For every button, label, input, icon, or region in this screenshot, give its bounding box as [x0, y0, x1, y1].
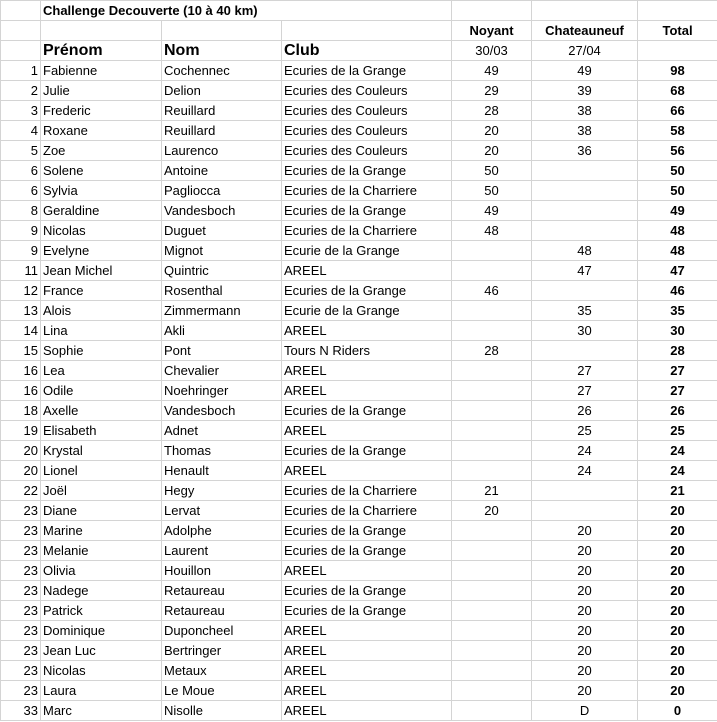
- nom-cell[interactable]: Houillon: [162, 561, 282, 581]
- club-cell[interactable]: Ecurie de la Grange: [282, 241, 452, 261]
- table-row: [1, 61, 717, 81]
- title-row: [1, 1, 717, 21]
- table-row: [1, 361, 717, 381]
- prenom-cell[interactable]: Nadege: [41, 581, 162, 601]
- club-cell[interactable]: Ecuries de la Grange: [282, 281, 452, 301]
- rank-cell[interactable]: 5: [1, 141, 41, 161]
- total-score-cell[interactable]: 20: [638, 541, 717, 561]
- prenom-cell[interactable]: Joël: [41, 481, 162, 501]
- table-row: [1, 441, 717, 461]
- noyant-score-cell[interactable]: 21: [452, 481, 532, 501]
- prenom-cell[interactable]: Axelle: [41, 401, 162, 421]
- rank-cell[interactable]: 4: [1, 121, 41, 141]
- total-score-cell[interactable]: 30: [638, 321, 717, 341]
- chateauneuf-score-cell[interactable]: 38: [532, 121, 638, 141]
- club-cell[interactable]: Ecuries de la Grange: [282, 601, 452, 621]
- nom-cell[interactable]: Pagliocca: [162, 181, 282, 201]
- club-cell[interactable]: Ecuries des Couleurs: [282, 141, 452, 161]
- total-score-cell[interactable]: 20: [638, 601, 717, 621]
- chateauneuf-score-cell[interactable]: [532, 181, 638, 201]
- rank-cell[interactable]: 18: [1, 401, 41, 421]
- nom-cell[interactable]: Adolphe: [162, 521, 282, 541]
- header-chateauneuf[interactable]: Chateauneuf: [532, 21, 638, 41]
- nom-cell[interactable]: Reuillard: [162, 121, 282, 141]
- rank-cell[interactable]: 20: [1, 461, 41, 481]
- total-score-cell[interactable]: 24: [638, 441, 717, 461]
- club-cell[interactable]: Ecuries de la Grange: [282, 61, 452, 81]
- total-score-cell[interactable]: 48: [638, 241, 717, 261]
- noyant-score-cell[interactable]: [452, 461, 532, 481]
- prenom-cell[interactable]: Odile: [41, 381, 162, 401]
- noyant-score-cell[interactable]: 20: [452, 121, 532, 141]
- nom-cell[interactable]: Nisolle: [162, 701, 282, 721]
- rank-cell[interactable]: 2: [1, 81, 41, 101]
- rank-cell[interactable]: 12: [1, 281, 41, 301]
- noyant-score-cell[interactable]: [452, 421, 532, 441]
- cell[interactable]: [1, 1, 41, 21]
- header-club[interactable]: Club: [282, 41, 452, 61]
- noyant-score-cell[interactable]: [452, 301, 532, 321]
- rank-cell[interactable]: 9: [1, 221, 41, 241]
- prenom-cell[interactable]: Diane: [41, 501, 162, 521]
- noyant-score-cell[interactable]: [452, 541, 532, 561]
- rank-cell[interactable]: 33: [1, 701, 41, 721]
- chateauneuf-score-cell[interactable]: 26: [532, 401, 638, 421]
- prenom-cell[interactable]: Nicolas: [41, 221, 162, 241]
- club-cell[interactable]: AREEL: [282, 701, 452, 721]
- table-row: [1, 481, 717, 501]
- total-score-cell[interactable]: 56: [638, 141, 717, 161]
- chateauneuf-score-cell[interactable]: D: [532, 701, 638, 721]
- total-score-cell[interactable]: 21: [638, 481, 717, 501]
- rank-cell[interactable]: 16: [1, 381, 41, 401]
- prenom-cell[interactable]: Laura: [41, 681, 162, 701]
- total-score-cell[interactable]: 20: [638, 521, 717, 541]
- prenom-cell[interactable]: Marc: [41, 701, 162, 721]
- chateauneuf-score-cell[interactable]: 20: [532, 621, 638, 641]
- chateauneuf-score-cell[interactable]: 27: [532, 381, 638, 401]
- noyant-score-cell[interactable]: [452, 661, 532, 681]
- club-cell[interactable]: Ecuries de la Charriere: [282, 481, 452, 501]
- header-prenom[interactable]: Prénom: [41, 41, 162, 61]
- nom-cell[interactable]: Henault: [162, 461, 282, 481]
- chateauneuf-score-cell[interactable]: 20: [532, 681, 638, 701]
- nom-cell[interactable]: Laurent: [162, 541, 282, 561]
- club-cell[interactable]: AREEL: [282, 641, 452, 661]
- total-score-cell[interactable]: 20: [638, 641, 717, 661]
- noyant-score-cell[interactable]: [452, 261, 532, 281]
- prenom-cell[interactable]: Frederic: [41, 101, 162, 121]
- rank-cell[interactable]: 23: [1, 661, 41, 681]
- total-score-cell[interactable]: 98: [638, 61, 717, 81]
- noyant-score-cell[interactable]: [452, 601, 532, 621]
- rank-cell[interactable]: 19: [1, 421, 41, 441]
- prenom-cell[interactable]: Solene: [41, 161, 162, 181]
- nom-cell[interactable]: Reuillard: [162, 101, 282, 121]
- prenom-cell[interactable]: Olivia: [41, 561, 162, 581]
- total-score-cell[interactable]: 58: [638, 121, 717, 141]
- club-cell[interactable]: AREEL: [282, 261, 452, 281]
- total-score-cell[interactable]: 66: [638, 101, 717, 121]
- sheet-title[interactable]: Challenge Decouverte (10 à 40 km): [41, 1, 452, 21]
- rank-cell[interactable]: 3: [1, 101, 41, 121]
- prenom-cell[interactable]: Melanie: [41, 541, 162, 561]
- nom-cell[interactable]: Pont: [162, 341, 282, 361]
- table-row: [1, 221, 717, 241]
- header-nom[interactable]: Nom: [162, 41, 282, 61]
- table-row: [1, 261, 717, 281]
- prenom-cell[interactable]: Dominique: [41, 621, 162, 641]
- noyant-score-cell[interactable]: [452, 641, 532, 661]
- club-cell[interactable]: AREEL: [282, 421, 452, 441]
- table-row: [1, 141, 717, 161]
- prenom-cell[interactable]: Krystal: [41, 441, 162, 461]
- club-cell[interactable]: AREEL: [282, 381, 452, 401]
- chateauneuf-score-cell[interactable]: [532, 481, 638, 501]
- total-score-cell[interactable]: 50: [638, 181, 717, 201]
- club-cell[interactable]: Ecuries des Couleurs: [282, 101, 452, 121]
- rank-cell[interactable]: 1: [1, 61, 41, 81]
- club-cell[interactable]: Tours N Riders: [282, 341, 452, 361]
- table-row: [1, 701, 717, 721]
- prenom-cell[interactable]: France: [41, 281, 162, 301]
- rank-cell[interactable]: 13: [1, 301, 41, 321]
- nom-cell[interactable]: Cochennec: [162, 61, 282, 81]
- table-row: [1, 661, 717, 681]
- rank-cell[interactable]: 8: [1, 201, 41, 221]
- total-score-cell[interactable]: 20: [638, 681, 717, 701]
- club-cell[interactable]: Ecuries de la Grange: [282, 161, 452, 181]
- noyant-score-cell[interactable]: [452, 401, 532, 421]
- chateauneuf-score-cell[interactable]: [532, 161, 638, 181]
- noyant-score-cell[interactable]: [452, 701, 532, 721]
- prenom-cell[interactable]: Jean Michel: [41, 261, 162, 281]
- chateauneuf-score-cell[interactable]: 20: [532, 601, 638, 621]
- table-row: [1, 181, 717, 201]
- prenom-cell[interactable]: Julie: [41, 81, 162, 101]
- prenom-cell[interactable]: Elisabeth: [41, 421, 162, 441]
- club-cell[interactable]: Ecuries des Couleurs: [282, 81, 452, 101]
- nom-cell[interactable]: Retaureau: [162, 601, 282, 621]
- table-row: [1, 581, 717, 601]
- rank-cell[interactable]: 23: [1, 681, 41, 701]
- nom-cell[interactable]: Adnet: [162, 421, 282, 441]
- chateauneuf-score-cell[interactable]: [532, 281, 638, 301]
- noyant-score-cell[interactable]: 20: [452, 141, 532, 161]
- rank-cell[interactable]: 9: [1, 241, 41, 261]
- noyant-score-cell[interactable]: [452, 561, 532, 581]
- club-cell[interactable]: AREEL: [282, 461, 452, 481]
- table-row: [1, 381, 717, 401]
- nom-cell[interactable]: Noehringer: [162, 381, 282, 401]
- noyant-score-cell[interactable]: [452, 441, 532, 461]
- noyant-score-cell[interactable]: 49: [452, 201, 532, 221]
- header-row-2: [1, 41, 717, 61]
- total-score-cell[interactable]: 48: [638, 221, 717, 241]
- total-score-cell[interactable]: 35: [638, 301, 717, 321]
- chateauneuf-score-cell[interactable]: 20: [532, 521, 638, 541]
- prenom-cell[interactable]: Roxane: [41, 121, 162, 141]
- rank-cell[interactable]: 6: [1, 181, 41, 201]
- total-score-cell[interactable]: 50: [638, 161, 717, 181]
- club-cell[interactable]: AREEL: [282, 661, 452, 681]
- table-row: [1, 241, 717, 261]
- table-row: [1, 561, 717, 581]
- chateauneuf-score-cell[interactable]: 20: [532, 581, 638, 601]
- cell[interactable]: [1, 21, 41, 41]
- club-cell[interactable]: AREEL: [282, 621, 452, 641]
- table-row: [1, 321, 717, 341]
- chateauneuf-score-cell[interactable]: 24: [532, 441, 638, 461]
- noyant-score-cell[interactable]: 48: [452, 221, 532, 241]
- prenom-cell[interactable]: Sylvia: [41, 181, 162, 201]
- chateauneuf-score-cell[interactable]: 48: [532, 241, 638, 261]
- club-cell[interactable]: Ecuries de la Charriere: [282, 221, 452, 241]
- total-score-cell[interactable]: 46: [638, 281, 717, 301]
- prenom-cell[interactable]: Alois: [41, 301, 162, 321]
- club-cell[interactable]: Ecuries de la Grange: [282, 201, 452, 221]
- prenom-cell[interactable]: Lea: [41, 361, 162, 381]
- total-score-cell[interactable]: 20: [638, 621, 717, 641]
- table-row: [1, 401, 717, 421]
- nom-cell[interactable]: Le Moue: [162, 681, 282, 701]
- club-cell[interactable]: Ecuries de la Grange: [282, 401, 452, 421]
- nom-cell[interactable]: Chevalier: [162, 361, 282, 381]
- chateauneuf-score-cell[interactable]: [532, 501, 638, 521]
- club-cell[interactable]: AREEL: [282, 361, 452, 381]
- cell[interactable]: [41, 21, 162, 41]
- total-score-cell[interactable]: 27: [638, 361, 717, 381]
- table-row: [1, 641, 717, 661]
- table-row: [1, 101, 717, 121]
- nom-cell[interactable]: Delion: [162, 81, 282, 101]
- nom-cell[interactable]: Rosenthal: [162, 281, 282, 301]
- nom-cell[interactable]: Bertringer: [162, 641, 282, 661]
- rank-cell[interactable]: 23: [1, 641, 41, 661]
- nom-cell[interactable]: Vandesboch: [162, 201, 282, 221]
- club-cell[interactable]: Ecuries des Couleurs: [282, 121, 452, 141]
- prenom-cell[interactable]: Zoe: [41, 141, 162, 161]
- rank-cell[interactable]: 23: [1, 521, 41, 541]
- rank-cell[interactable]: 23: [1, 501, 41, 521]
- club-cell[interactable]: Ecuries de la Charriere: [282, 501, 452, 521]
- rank-cell[interactable]: 11: [1, 261, 41, 281]
- table-row: [1, 201, 717, 221]
- rank-cell[interactable]: 23: [1, 601, 41, 621]
- chateauneuf-score-cell[interactable]: [532, 201, 638, 221]
- cell[interactable]: [638, 41, 717, 61]
- chateauneuf-score-cell[interactable]: [532, 341, 638, 361]
- nom-cell[interactable]: Retaureau: [162, 581, 282, 601]
- prenom-cell[interactable]: Lionel: [41, 461, 162, 481]
- header-chateauneuf-date[interactable]: 27/04: [532, 41, 638, 61]
- noyant-score-cell[interactable]: 28: [452, 101, 532, 121]
- rank-cell[interactable]: 14: [1, 321, 41, 341]
- noyant-score-cell[interactable]: 46: [452, 281, 532, 301]
- chateauneuf-score-cell[interactable]: 20: [532, 561, 638, 581]
- rank-cell[interactable]: 23: [1, 621, 41, 641]
- chateauneuf-score-cell[interactable]: 38: [532, 101, 638, 121]
- rank-cell[interactable]: 20: [1, 441, 41, 461]
- nom-cell[interactable]: Duguet: [162, 221, 282, 241]
- club-cell[interactable]: AREEL: [282, 561, 452, 581]
- noyant-score-cell[interactable]: [452, 581, 532, 601]
- noyant-score-cell[interactable]: 29: [452, 81, 532, 101]
- total-score-cell[interactable]: 24: [638, 461, 717, 481]
- chateauneuf-score-cell[interactable]: 47: [532, 261, 638, 281]
- prenom-cell[interactable]: Geraldine: [41, 201, 162, 221]
- table-row: [1, 121, 717, 141]
- chateauneuf-score-cell[interactable]: 24: [532, 461, 638, 481]
- club-cell[interactable]: Ecuries de la Grange: [282, 541, 452, 561]
- chateauneuf-score-cell[interactable]: 20: [532, 661, 638, 681]
- table-row: [1, 461, 717, 481]
- prenom-cell[interactable]: Sophie: [41, 341, 162, 361]
- cell[interactable]: [532, 1, 638, 21]
- total-score-cell[interactable]: 20: [638, 661, 717, 681]
- total-score-cell[interactable]: 20: [638, 581, 717, 601]
- chateauneuf-score-cell[interactable]: 25: [532, 421, 638, 441]
- noyant-score-cell[interactable]: 20: [452, 501, 532, 521]
- club-cell[interactable]: Ecuries de la Grange: [282, 441, 452, 461]
- noyant-score-cell[interactable]: 28: [452, 341, 532, 361]
- noyant-score-cell[interactable]: [452, 241, 532, 261]
- table-row: [1, 301, 717, 321]
- total-score-cell[interactable]: 20: [638, 561, 717, 581]
- prenom-cell[interactable]: Marine: [41, 521, 162, 541]
- prenom-cell[interactable]: Evelyne: [41, 241, 162, 261]
- noyant-score-cell[interactable]: [452, 361, 532, 381]
- chateauneuf-score-cell[interactable]: 20: [532, 641, 638, 661]
- noyant-score-cell[interactable]: [452, 521, 532, 541]
- prenom-cell[interactable]: Jean Luc: [41, 641, 162, 661]
- table-row: [1, 541, 717, 561]
- noyant-score-cell[interactable]: [452, 321, 532, 341]
- total-score-cell[interactable]: 0: [638, 701, 717, 721]
- club-cell[interactable]: Ecuries de la Charriere: [282, 181, 452, 201]
- noyant-score-cell[interactable]: [452, 621, 532, 641]
- cell[interactable]: [638, 1, 717, 21]
- total-score-cell[interactable]: 28: [638, 341, 717, 361]
- nom-cell[interactable]: Akli: [162, 321, 282, 341]
- cell[interactable]: [452, 1, 532, 21]
- rank-cell[interactable]: 23: [1, 541, 41, 561]
- nom-cell[interactable]: Antoine: [162, 161, 282, 181]
- nom-cell[interactable]: Thomas: [162, 441, 282, 461]
- rank-cell[interactable]: 16: [1, 361, 41, 381]
- prenom-cell[interactable]: Lina: [41, 321, 162, 341]
- table-row: [1, 161, 717, 181]
- table-row: [1, 281, 717, 301]
- chateauneuf-score-cell[interactable]: 27: [532, 361, 638, 381]
- chateauneuf-score-cell[interactable]: 49: [532, 61, 638, 81]
- rank-cell[interactable]: 22: [1, 481, 41, 501]
- club-cell[interactable]: Ecurie de la Grange: [282, 301, 452, 321]
- nom-cell[interactable]: Vandesboch: [162, 401, 282, 421]
- club-cell[interactable]: AREEL: [282, 681, 452, 701]
- prenom-cell[interactable]: Patrick: [41, 601, 162, 621]
- nom-cell[interactable]: Mignot: [162, 241, 282, 261]
- chateauneuf-score-cell[interactable]: 36: [532, 141, 638, 161]
- header-noyant-date[interactable]: 30/03: [452, 41, 532, 61]
- total-score-cell[interactable]: 27: [638, 381, 717, 401]
- table-row: [1, 421, 717, 441]
- nom-cell[interactable]: Lervat: [162, 501, 282, 521]
- total-score-cell[interactable]: 68: [638, 81, 717, 101]
- header-noyant[interactable]: Noyant: [452, 21, 532, 41]
- rank-cell[interactable]: 23: [1, 561, 41, 581]
- nom-cell[interactable]: Hegy: [162, 481, 282, 501]
- chateauneuf-score-cell[interactable]: 35: [532, 301, 638, 321]
- noyant-score-cell[interactable]: 49: [452, 61, 532, 81]
- chateauneuf-score-cell[interactable]: 30: [532, 321, 638, 341]
- table-row: [1, 601, 717, 621]
- total-score-cell[interactable]: 49: [638, 201, 717, 221]
- prenom-cell[interactable]: Nicolas: [41, 661, 162, 681]
- cell[interactable]: [1, 41, 41, 61]
- header-total[interactable]: Total: [638, 21, 717, 41]
- rank-cell[interactable]: 15: [1, 341, 41, 361]
- header-row-1: [1, 21, 717, 41]
- noyant-score-cell[interactable]: 50: [452, 161, 532, 181]
- table-row: [1, 341, 717, 361]
- nom-cell[interactable]: Quintric: [162, 261, 282, 281]
- chateauneuf-score-cell[interactable]: 20: [532, 541, 638, 561]
- total-score-cell[interactable]: 20: [638, 501, 717, 521]
- total-score-cell[interactable]: 26: [638, 401, 717, 421]
- club-cell[interactable]: Ecuries de la Grange: [282, 581, 452, 601]
- club-cell[interactable]: AREEL: [282, 321, 452, 341]
- table-row: [1, 81, 717, 101]
- noyant-score-cell[interactable]: [452, 381, 532, 401]
- table-row: [1, 501, 717, 521]
- chateauneuf-score-cell[interactable]: 39: [532, 81, 638, 101]
- nom-cell[interactable]: Zimmermann: [162, 301, 282, 321]
- rank-cell[interactable]: 23: [1, 581, 41, 601]
- nom-cell[interactable]: Laurenco: [162, 141, 282, 161]
- nom-cell[interactable]: Duponcheel: [162, 621, 282, 641]
- total-score-cell[interactable]: 25: [638, 421, 717, 441]
- noyant-score-cell[interactable]: [452, 681, 532, 701]
- nom-cell[interactable]: Metaux: [162, 661, 282, 681]
- rank-cell[interactable]: 6: [1, 161, 41, 181]
- table-row: [1, 621, 717, 641]
- table-row: [1, 521, 717, 541]
- chateauneuf-score-cell[interactable]: [532, 221, 638, 241]
- prenom-cell[interactable]: Fabienne: [41, 61, 162, 81]
- cell[interactable]: [282, 21, 452, 41]
- noyant-score-cell[interactable]: 50: [452, 181, 532, 201]
- table-row: [1, 681, 717, 701]
- club-cell[interactable]: Ecuries de la Grange: [282, 521, 452, 541]
- total-score-cell[interactable]: 47: [638, 261, 717, 281]
- cell[interactable]: [162, 21, 282, 41]
